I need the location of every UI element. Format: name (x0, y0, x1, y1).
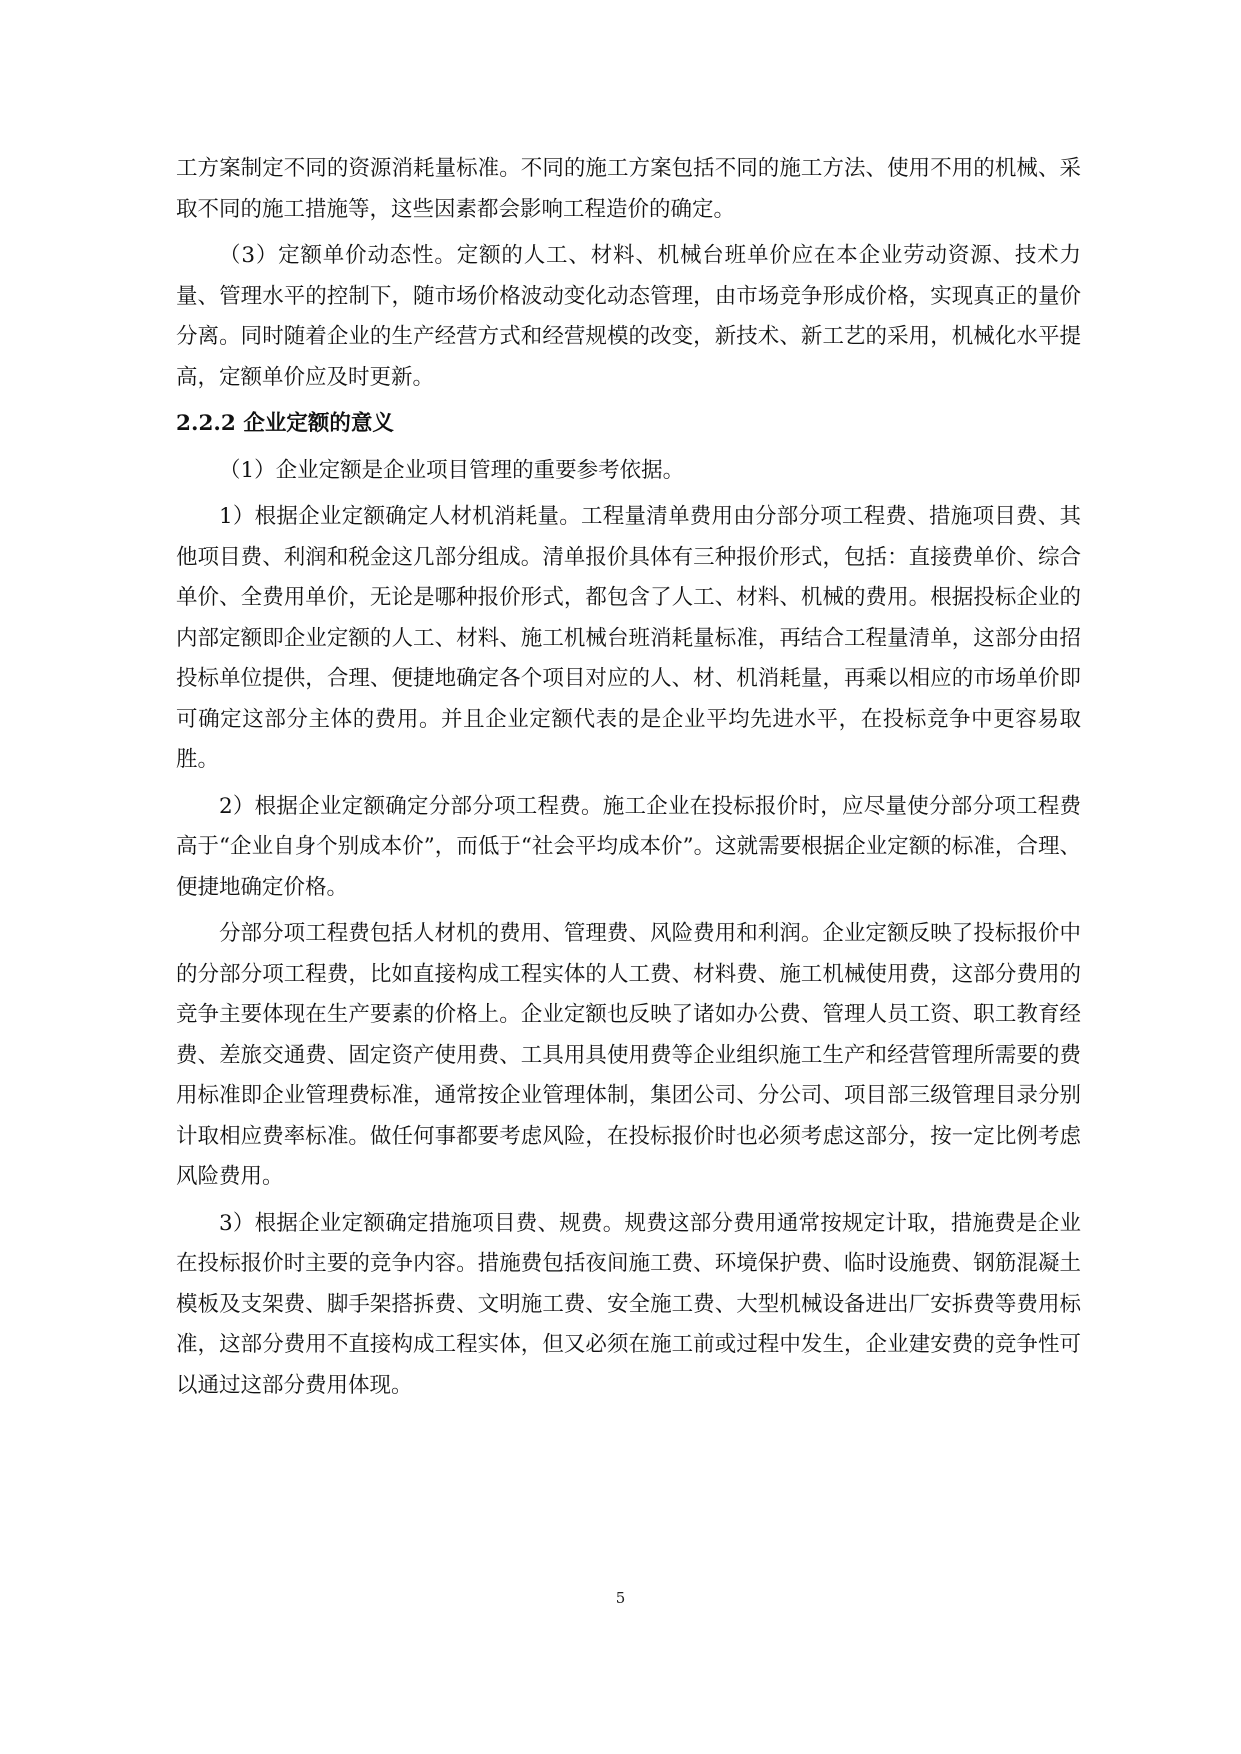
paragraph-subpoint-1: 1）根据企业定额确定人材机消耗量。工程量清单费用由分部分项工程费、措施项目费、其他项目费、利润和税金这几部分组成。清单报价具体有三种报价形式，包括：直接费单价、综合单价、全费用单价，无论是哪种报价形式，都包含了人工、材料、机械的费用。根据投标企业的内部定额即企业定额的人工、材料、施工机械台班消耗量标准，再结合工程量清单，这部分由招投标单位提供，合理、便捷地确定各个项目对应的人、材、机消耗量，再乘以相应的市场单价即可确定这部分主体的费用。并且企业定额代表的是企业平均先进水平，在投标竞争中更容易取胜。 (176, 504, 1081, 772)
document-body (176, 149, 1081, 1406)
section-heading: 2.2.2 企业定额的意义 (176, 411, 394, 436)
paragraph-cost-breakdown: 分部分项工程费包括人材机的费用、管理费、风险费用和利润。企业定额反映了投标报价中的分部分项工程费，比如直接构成工程实体的人工费、材料费、施工机械使用费，这部分费用的竞争主要体现在生产要素的价格上。企业定额也反映了诸如办公费、管理人员工资、职工教育经费、差旅交通费、固定资产使用费、工具用具使用费等企业组织施工生产和经营管理所需要的费用标准即企业管理费标准，通常按企业管理体制，集团公司、分公司、项目部三级管理目录分别计取相应费率标准。做任何事都要考虑风险，在投标报价时也必须考虑这部分，按一定比例考虑风险费用。 (176, 921, 1081, 1189)
paragraph-subpoint-2: 2）根据企业定额确定分部分项工程费。施工企业在投标报价时，应尽量使分部分项工程费高于“企业自身个别成本价”，而低于“社会平均成本价”。这就需要根据企业定额的标准，合理、便捷地确定价格。 (176, 793, 1081, 900)
paragraph-subpoint-3: 3）根据企业定额确定措施项目费、规费。规费这部分费用通常按规定计取，措施费是企业在投标报价时主要的竞争内容。措施费包括夜间施工费、环境保护费、临时设施费、钢筋混凝土模板及支架费、脚手架搭拆费、文明施工费、安全施工费、大型机械设备进出厂安拆费等费用标准，这部分费用不直接构成工程实体，但又必须在施工前或过程中发生，企业建安费的竞争性可以通过这部分费用体现。 (176, 1210, 1081, 1398)
paragraph-continued: 工方案制定不同的资源消耗量标准。不同的施工方案包括不同的施工方法、使用不用的机械、采取不同的施工措施等，这些因素都会影响工程造价的确定。 (176, 156, 1081, 222)
paragraph-point-1: （1）企业定额是企业项目管理的重要参考依据。 (219, 457, 685, 483)
page-number: 5 (615, 1589, 626, 1607)
paragraph-quota-unit-price-dynamic: （3）定额单价动态性。定额的人工、材料、机械台班单价应在本企业劳动资源、技术力量、管理水平的控制下，随市场价格波动变化动态管理，由市场竞争形成价格，实现真正的量价分离。同时随着企业的生产经营方式和经营规模的改变，新技术、新工艺的采用，机械化水平提高，定额单价应及时更新。 (176, 243, 1081, 390)
